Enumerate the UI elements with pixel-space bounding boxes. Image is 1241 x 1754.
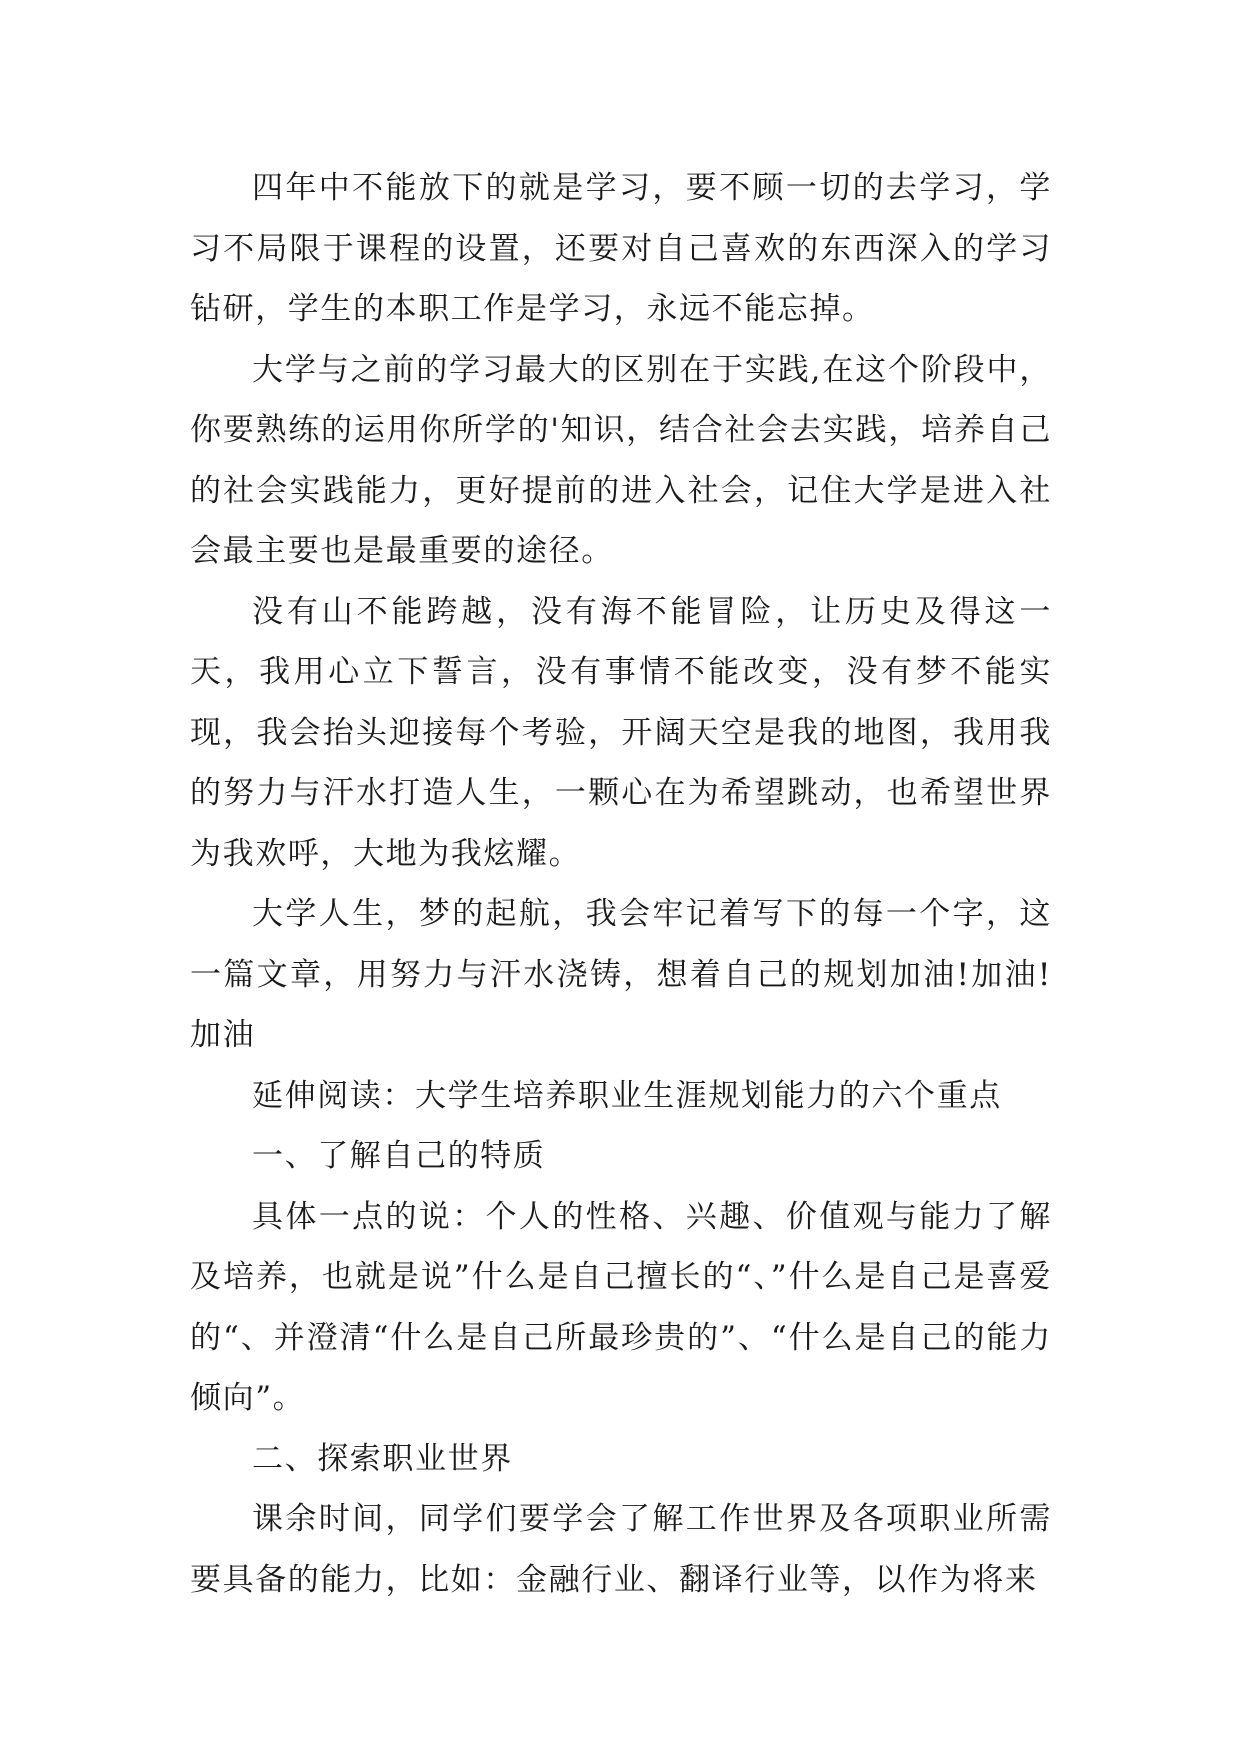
extended-reading-title: 延伸阅读：大学生培养职业生涯规划能力的六个重点 — [252, 1077, 1002, 1114]
paragraph-practice: 大学与之前的学习最大的区别在于实践,在这个阶段中，你要熟练的运用你所学的'知识，结合社会去实践，培养自己的社会实践能力，更好提前的进入社会，记住大学是进入社会最主要也是最重要的途径。 — [190, 351, 1052, 569]
section-heading-2: 二、探索职业世界 — [252, 1440, 513, 1477]
section-body-1: 具体一点的说：个人的性格、兴趣、价值观与能力了解及培养，也就是说”什么是自己擅长的“、”什么是自己是喜爱的“、并澄清“什么是自己所最珍贵的”、“什么是自己的能力倾向”。 — [190, 1198, 1052, 1416]
paragraph-oath: 没有山不能跨越，没有海不能冒险，让历史及得这一天，我用心立下誓言，没有事情不能改变，没有梦不能实现，我会抬头迎接每个考验，开阔天空是我的地图，我用我的努力与汗水打造人生，一颗心在为希望跳动，也希望世界为我欢呼，大地为我炫耀。 — [190, 593, 1052, 872]
paragraph-closing: 大学人生，梦的起航，我会牢记着写下的每一个字，这一篇文章，用努力与汗水浇铸，想着自己的规划加油!加油!加油 — [190, 896, 1052, 1053]
document-body — [190, 158, 1052, 1610]
section-heading-1: 一、了解自己的特质 — [252, 1138, 546, 1174]
paragraph-study: 四年中不能放下的就是学习，要不顾一切的去学习，学习不局限于课程的设置，还要对自己喜欢的东西深入的学习钻研，学生的本职工作是学习，永远不能忘掉。 — [190, 170, 1052, 327]
section-body-2: 课余时间，同学们要学会了解工作世界及各项职业所需要具备的能力，比如：金融行业、翻译行业等，以作为将来 — [190, 1501, 1052, 1598]
